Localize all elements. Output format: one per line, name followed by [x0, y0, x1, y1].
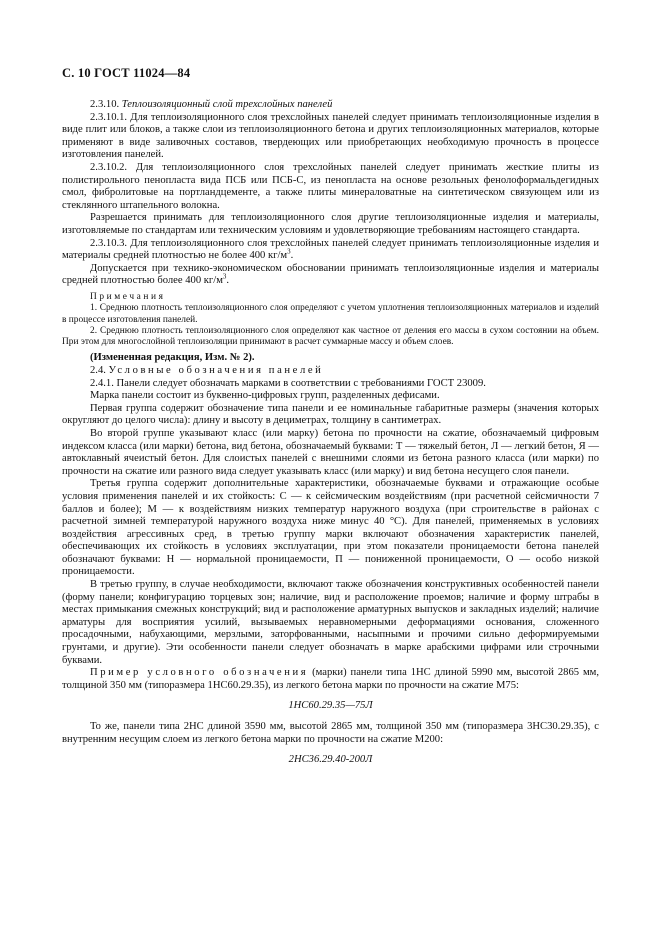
section-title: Теплоизоляционный слой трехслойных панелей — [121, 99, 333, 110]
formula: 1НС60.29.35—75Л — [288, 700, 373, 712]
paragraph: Разрешается принимать для теплоизоляционного слоя другие теплоизоляционные изделия и материалы, изготовляемые по стандартам или техническим условиям и удовлетворяющие требованиям настоящего стандарта. — [62, 212, 599, 236]
note-item: 2. Среднюю плотность теплоизоляционного слоя определяют как частное от деления его массы в сухом состоянии на объем. При этом для многослойной теплоизоляции принимают в расчет суммарные массу и объем слоев. — [62, 325, 599, 348]
paragraph: Во второй группе указывают класс (или марку) бетона по прочности на сжатие, обозначаемый цифровым индексом класса (или марки) бетона, вид бетона, обозначаемый буквами: Т — тяжелый бетон, Л — легкий бетон, Я — автоклавный ячеистый бетон. Для слоистых панелей с внешними слоями из бетона разного класса (или марки) по прочности на сжатие или разного вида следует указывать класс (или марку) и вид бетона несущего слоя панели. — [62, 427, 599, 477]
example-paragraph — [62, 667, 599, 692]
section-2-4-heading — [62, 365, 599, 378]
superscript: 3 — [287, 247, 291, 256]
note-item: 1. Среднюю плотность теплоизоляционного слоя определяют с учетом уплотнения теплоизоляционных материалов и изделий в процессе изготовления панелей. — [62, 303, 599, 325]
page-header: С. 10 ГОСТ 11024—84 — [62, 66, 191, 80]
paragraph: Первая группа содержит обозначение типа панели и ее номинальные габаритные размеры (значения которых округляют до целого числа): длину и высоту в дециметрах, толщину в сантиметрах. — [62, 402, 599, 427]
section-2-3-10-heading — [62, 99, 599, 112]
section-number: 2.4. — [90, 364, 106, 376]
paragraph: 2.3.10.2. Для теплоизоляционного слоя трехслойных панелей следует принимать жесткие плиты из полистирольного пенопласта вида ПСБ или ПСБ-С, из пенопласта на основе резольных фенолоформальдегидных смол, фибролитовые на портландцементе, а также плиты минераловатные на синтетическом связующем или из стеклянного штапельного волокна. — [62, 161, 599, 211]
paragraph: Марка панели состоит из буквенно-цифровых групп, разделенных дефисами. — [90, 390, 440, 402]
punctuation: . — [290, 250, 294, 262]
document-body — [62, 99, 599, 775]
section-title: Условные обозначения панелей — [108, 364, 324, 376]
example-label: Пример условного обозначения — [90, 667, 309, 679]
notes-title: Примечания — [90, 291, 166, 302]
superscript: 3 — [222, 272, 227, 281]
paragraph: 2.4.1. Панели следует обозначать марками в соответствии с требованиями ГОСТ 23009. — [90, 377, 486, 389]
paragraph-text: Допускается при технико-экономическом обосновании принимать теплоизоляционные изделия и материалы средней плотностью более 400 кг/м — [62, 262, 599, 287]
example-text: (марки) панели типа 1НС длиной 5990 мм, высотой 2865 мм, толщиной 350 мм (типоразмера 1НС60.29.35), из легкого бетона марки по прочности на сжатие М75: — [62, 667, 600, 691]
paragraph: Третья группа содержит дополнительные характеристики, обозначаемые буквами и отражающие особые условия применения панелей и их стойкость: С — к сейсмическим воздействиям (при расчетной сейсмичности 7 баллов и более); М — к воздействиям низких температур наружного воздуха (при строительстве в районах с расчетной зимней температурой наружного воздуха ниже минус 40 °С). Для панелей, применяемых в условиях воздействия агрессивных сред, в третью группу марки включают обозначения характеристик панелей, обеспечивающих их стойкость в условиях эксплуатации, при этом показатели проницаемости бетона панелей обозначают буквами: Н — нормальной проницаемости, П — пониженной проницаемости, О — особо низкой проницаемости. — [62, 478, 599, 578]
paragraph-text: 2.3.10.3. Для теплоизоляционного слоя трехслойных панелей следует принимать теплоизоляционные изделия и материалы средней плотностью не более 400 кг/м — [62, 237, 599, 262]
revision-note: (Измененная редакция, Изм. № 2). — [90, 352, 255, 364]
paragraph: 2.3.10.1. Для теплоизоляционного слоя трехслойных панелей следует принимать теплоизоляционные изделия в виде плит или блоков, а также слои из теплоизоляционного бетона и других теплоизоляционных материалов, которые применяют в виде заливочных составов, твердеющих или приобретающих необходимую прочность в процессе изготовления панелей. — [62, 111, 599, 161]
paragraph — [62, 263, 599, 288]
section-number: 2.3.10. — [90, 99, 120, 110]
formula: 2НС36.29.40-200Л — [288, 754, 373, 766]
punctuation: . — [226, 275, 230, 287]
paragraph: То же, панели типа 2НС длиной 3590 мм, высотой 2865 мм, толщиной 350 мм (типоразмера 3НС30.29.35), с внутренним несущим слоем из легкого бетона марки по прочности на сжатие М200: — [62, 721, 599, 745]
paragraph: В третью группу, в случае необходимости, включают также обозначения конструктивных особенностей панели (форму панели; конфигурацию торцевых зон; наличие, вид и расположение проемов; наличие и форму штрабы в местах примыкания смежных конструкций; вид и расположение арматурных выпусков и закладных изделий; наличие арматуры для восприятия усилий, вызываемых неравномерными деформациями основания, сложенного просадочными, набухающими, мерзлыми, заторфованными, насыпными и прочими сильно деформируемыми грунтами, и другие). Эти особенности панели следует обозначать в марке арабскими цифрами или строчными буквами. — [62, 579, 599, 666]
paragraph — [62, 238, 599, 263]
